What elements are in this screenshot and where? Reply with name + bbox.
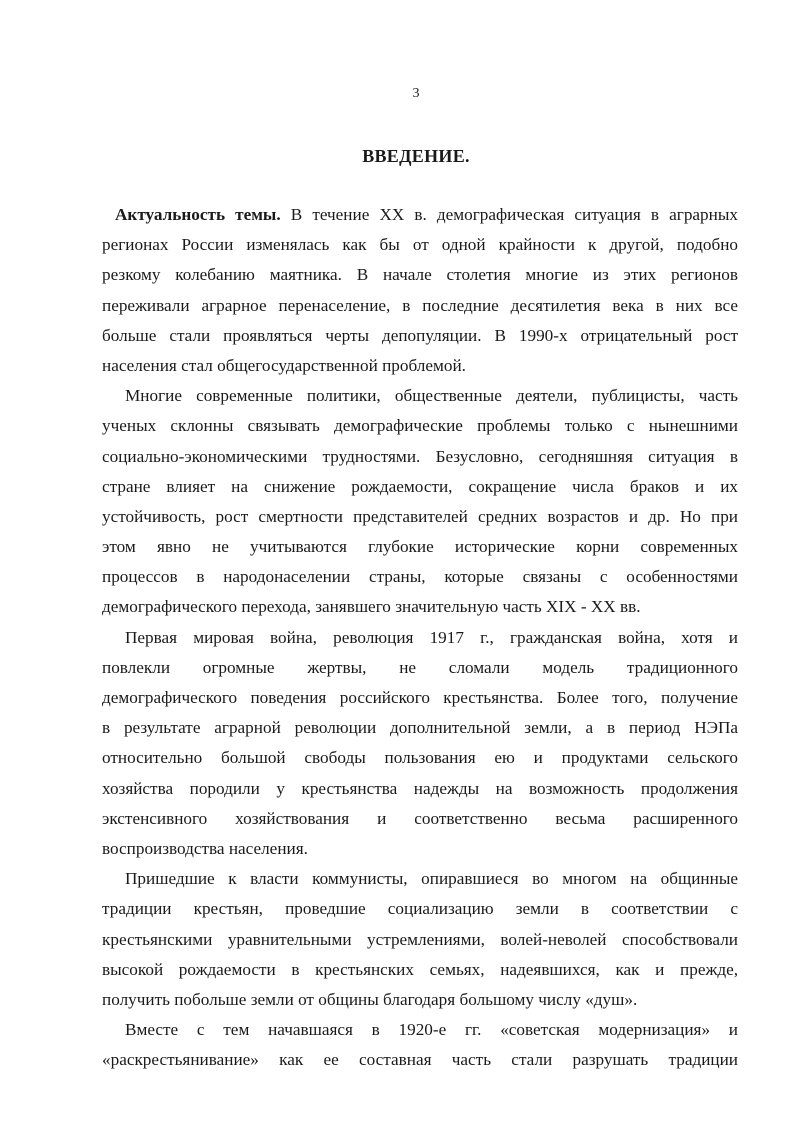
- paragraph-line: [102, 442, 738, 472]
- line-text: стране влияет на снижение рождаемости, сокращение числа браков и их: [102, 476, 738, 496]
- line-text: Вместе с тем начавшаяся в 1920-е гг. «советская модернизация» и: [125, 1020, 738, 1040]
- line-text: резкому колебанию маятника. В начале столетия многие из этих регионов: [102, 265, 738, 285]
- lead-heading: Актуальность темы.: [115, 205, 281, 224]
- paragraph-line: [102, 351, 738, 381]
- paragraph-line: [102, 1045, 738, 1075]
- line-text: переживали аграрное перенаселение, в последние десятилетия века в них все: [102, 295, 738, 315]
- paragraph-line: [102, 502, 738, 532]
- line-text: процессов в народонаселении страны, которые связаны с особенностями: [102, 567, 738, 587]
- line-text: Многие современные политики, общественные деятели, публицисты, часть: [125, 386, 738, 406]
- line-text: Первая мировая война, революция 1917 г., гражданская война, хотя и: [125, 627, 738, 647]
- paragraph-line: [102, 804, 738, 834]
- line-text: демографического поведения российского крестьянства. Более того, получение: [102, 688, 738, 707]
- paragraph-line: [102, 230, 738, 260]
- paragraph-line: [102, 894, 738, 924]
- paragraph-line: [102, 683, 738, 713]
- paragraph-line: [102, 743, 738, 773]
- paragraph-line: [102, 291, 738, 321]
- paragraph-line: [102, 955, 738, 985]
- line-text: относительно большой свободы пользования ею и продуктами сельского: [102, 748, 738, 768]
- line-text: повлекли огромные жертвы, не сломали модель традиционного: [102, 657, 738, 677]
- paragraph-line: [102, 321, 738, 351]
- page-number: 3: [412, 86, 420, 101]
- paragraph-line: [102, 1015, 738, 1045]
- paragraph-line: [102, 472, 738, 502]
- paragraph-line: [102, 381, 738, 411]
- line-text: крестьянскими уравнительными устремлениями, волей-неволей способствовали: [102, 929, 738, 949]
- paragraph-line: [102, 774, 738, 804]
- paragraph-line: [102, 985, 738, 1015]
- line-text: населения стал общегосударственной проблемой.: [102, 355, 466, 375]
- paragraph-line: [102, 713, 738, 743]
- line-text: больше стали проявляться черты депопуляции. В 1990-х отрицательный рост: [102, 325, 738, 345]
- line-text: Пришедшие к власти коммунисты, опиравшиеся во многом на общинные: [125, 869, 738, 889]
- paragraph-line: [102, 260, 738, 290]
- line-text: ученых склонны связывать демографические проблемы только с нынешними: [102, 416, 738, 436]
- document-body: [102, 200, 738, 1075]
- line-text: традиции крестьян, проведшие социализацию земли в соответствии с: [102, 899, 738, 919]
- line-text: «раскрестьянивание» как ее составная часть стали разрушать традиции: [102, 1050, 738, 1070]
- line-text: экстенсивного хозяйствования и соответственно весьма расширенного: [102, 808, 738, 828]
- section-title: ВВЕДЕНИЕ.: [362, 146, 470, 166]
- paragraph-line: [102, 834, 738, 864]
- paragraph-line: [102, 864, 738, 894]
- line-text: этом явно не учитываются глубокие исторические корни современных: [102, 537, 738, 557]
- paragraph-line: [102, 562, 738, 592]
- paragraph-line: [102, 925, 738, 955]
- paragraph-line: [102, 623, 738, 653]
- paragraph-line: [102, 200, 738, 230]
- line-text: социально-экономическими трудностями. Безусловно, сегодняшняя ситуация в: [102, 446, 738, 466]
- line-text: в результате аграрной революции дополнительной земли, а в период НЭПа: [102, 718, 738, 738]
- line-text: В течение XX в. демографическая ситуация в аграрных: [280, 205, 738, 224]
- paragraph-line: [102, 592, 738, 622]
- line-text: получить побольше земли от общины благодаря большому числу «душ».: [102, 989, 638, 1009]
- paragraph-line: [102, 532, 738, 562]
- line-text: устойчивость, рост смертности представителей средних возрастов и др. Но при: [102, 506, 738, 526]
- line-text: хозяйства породили у крестьянства надежды на возможность продолжения: [102, 778, 738, 798]
- paragraph-line: [102, 411, 738, 441]
- line-text: регионах России изменялась как бы от одной крайности к другой, подобно: [102, 235, 738, 255]
- line-text: высокой рождаемости в крестьянских семьях, надеявшихся, как и прежде,: [102, 959, 738, 979]
- line-text: демографического перехода, занявшего значительную часть XIX - XX вв.: [102, 597, 641, 617]
- line-text: воспроизводства населения.: [102, 838, 308, 858]
- paragraph-line: [102, 653, 738, 683]
